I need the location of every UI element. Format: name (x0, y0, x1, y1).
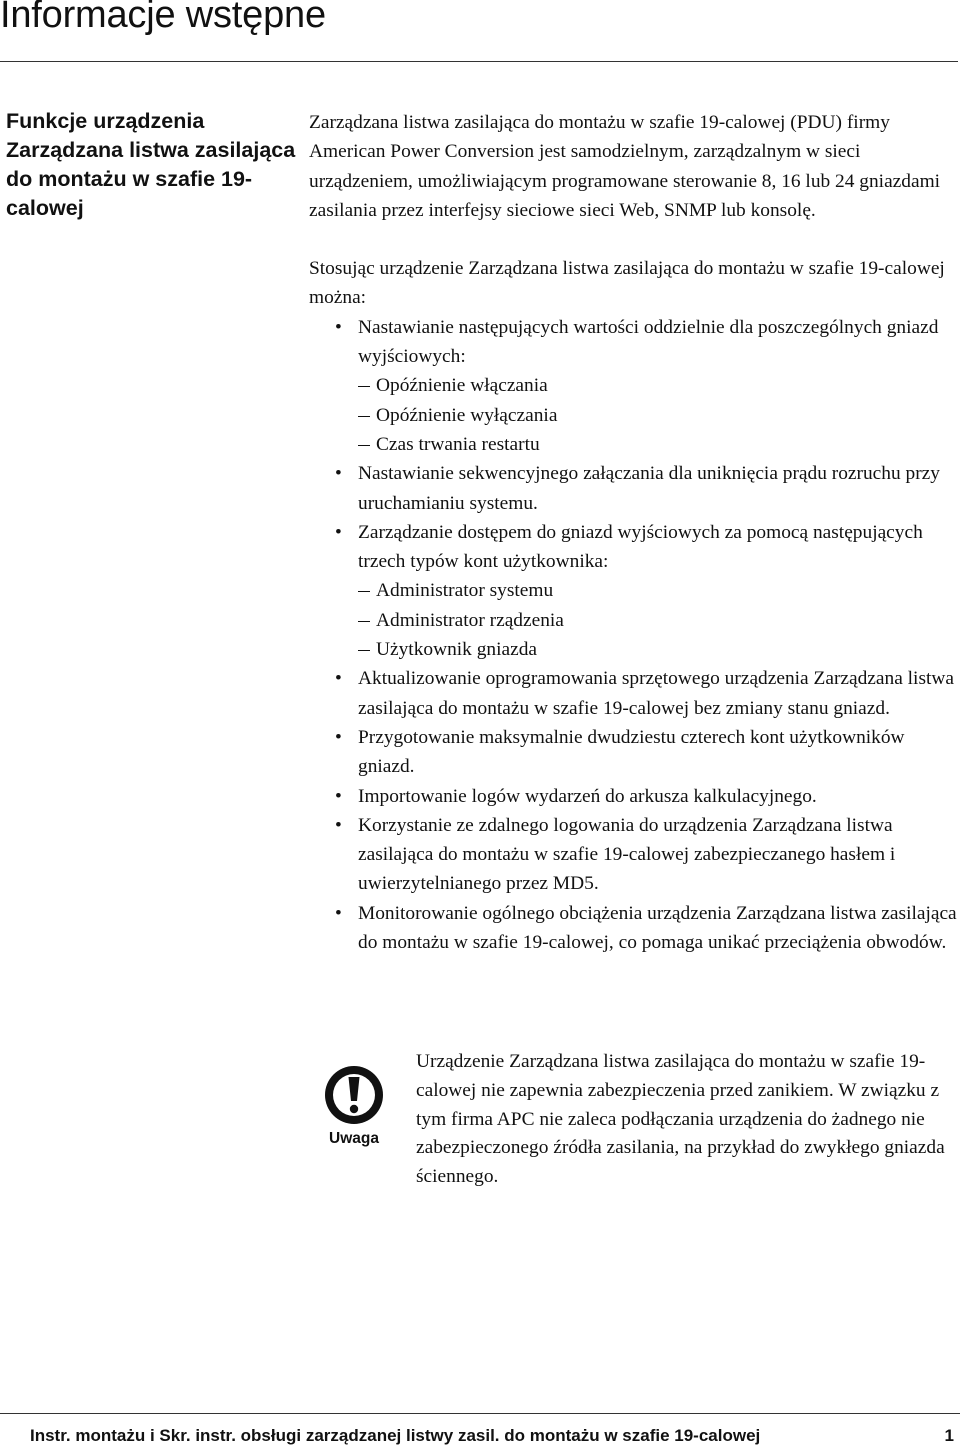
list-item-text: Nastawianie następujących wartości oddzielnie dla poszczególnych gniazd wyjściowych: (358, 316, 939, 368)
sub-list-item: Czas trwania restartu (358, 430, 959, 459)
sub-list-item: Administrator rządzenia (358, 606, 959, 635)
sub-list-item: Użytkownik gniazda (358, 635, 959, 664)
sub-list-item: Opóźnienie wyłączania (358, 401, 959, 430)
sub-list-item: Administrator systemu (358, 576, 959, 605)
sub-list (358, 371, 959, 459)
sub-list-item: Opóźnienie włączania (358, 371, 959, 400)
list-item: • Importowanie logów wydarzeń do arkusza kalkulacyjnego. (309, 782, 959, 811)
list-item: • Monitorowanie ogólnego obciążenia urządzenia Zarządzana listwa zasilająca do montażu w szafie 19-calowej, co pomaga unikać przeciążenia obwodów. (309, 899, 959, 958)
caution-label: Uwaga (329, 1130, 379, 1147)
footer-document-title: Instr. montażu i Skr. instr. obsługi zarządzanej listwy zasil. do montażu w szafie 19-calowej (30, 1426, 761, 1445)
list-item (309, 518, 959, 664)
footer-page-number: 1 (944, 1426, 954, 1445)
list-item: • Korzystanie ze zdalnego logowania do urządzenia Zarządzana listwa zasilająca do montażu w szafie 19-calowej zabezpieczanego hasłem i uwierzytelnianego przez MD5. (309, 811, 959, 899)
page-footer (0, 1413, 960, 1451)
main-content (309, 108, 959, 957)
caution-exclamation-icon (318, 1063, 390, 1149)
list-item (309, 313, 959, 459)
title-divider (0, 61, 958, 62)
list-item: • Aktualizowanie oprogramowania sprzętowego urządzenia Zarządzana listwa zasilająca do montażu w szafie 19-calowej bez zmiany stanu gniazd. (309, 664, 959, 723)
page-title: Informacje wstępne (0, 0, 326, 36)
feature-list (309, 313, 959, 958)
section-heading: Funkcje urządzenia Zarządzana listwa zasilająca do montażu w szafie 19-calowej (6, 109, 296, 220)
lead-paragraph: Stosując urządzenie Zarządzana listwa zasilająca do montażu w szafie 19-calowej można: (309, 258, 945, 309)
sub-list (358, 576, 959, 664)
caution-note: Urządzenie Zarządzana listwa zasilająca do montażu w szafie 19-calowej nie zapewnia zabezpieczenia przed zanikiem. W związku z tym firma APC nie zaleca podłączania urządzenia do żadnego nie zabezpieczonego źródła zasilania, na przykład do zwykłego gniazda ściennego. (416, 1051, 945, 1188)
list-item: • Przygotowanie maksymalnie dwudziestu czterech kont użytkowników gniazd. (309, 723, 959, 782)
list-item-text: Zarządzanie dostępem do gniazd wyjściowych za pomocą następujących trzech typów kont użytkownika: (358, 521, 923, 573)
intro-paragraph: Zarządzana listwa zasilająca do montażu w szafie 19-calowej (PDU) firmy American Power Conversion jest samodzielnym, zarządzalnym w sieci urządzeniem, umożliwiającym programowane sterowanie 8, 16 lub 24 gniazdami zasilania przez interfejsy sieciowe sieci Web, SNMP lub konsolę. (309, 112, 941, 221)
list-item: • Nastawianie sekwencyjnego załączania dla uniknięcia prądu rozruchu przy uruchamianiu systemu. (309, 459, 959, 518)
